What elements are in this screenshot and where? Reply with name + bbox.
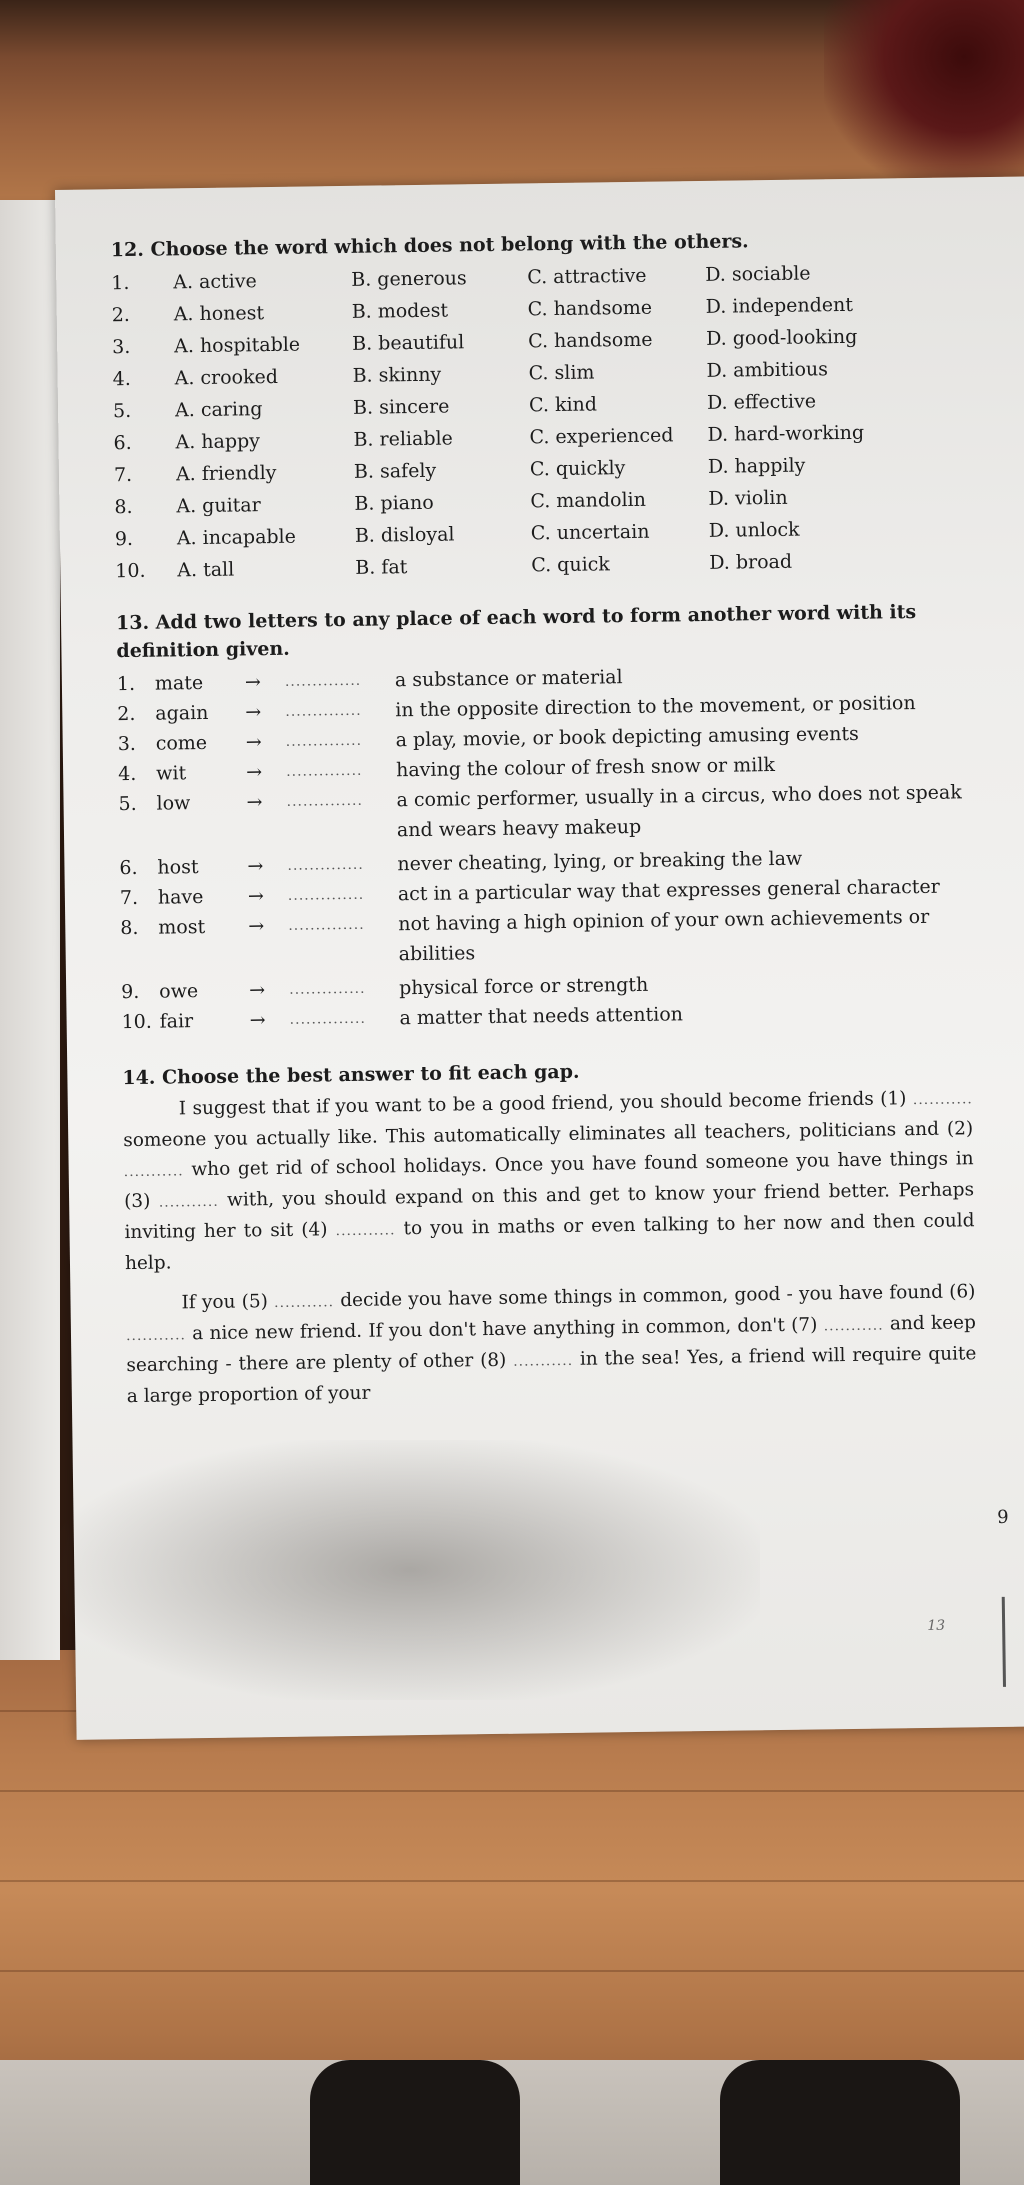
q14-title: 14. Choose the best answer to fit each gap. bbox=[122, 1060, 580, 1090]
definition: a comic performer, usually in a circus, who does not speak and wears heavy makeup bbox=[396, 781, 962, 842]
option-c[interactable]: C. experienced bbox=[529, 424, 674, 449]
option-b[interactable]: B. generous bbox=[351, 267, 467, 291]
option-b[interactable]: B. skinny bbox=[352, 363, 442, 387]
option-a[interactable]: A. hospitable bbox=[174, 333, 301, 358]
definition: act in a particular way that expresses general character bbox=[397, 875, 940, 906]
q14-text: I suggest that if you want to be a good friend, you should become friends bbox=[178, 1088, 874, 1120]
q14-paragraph-1 bbox=[123, 1083, 975, 1279]
adjacent-page-edge bbox=[0, 200, 60, 1660]
worksheet-page bbox=[55, 176, 1024, 1739]
gap-blank-8[interactable]: ........... bbox=[513, 1352, 574, 1370]
gap-blank-7[interactable]: ........... bbox=[823, 1317, 884, 1335]
q12-title: 12. Choose the word which does not belong with the others. bbox=[110, 230, 749, 262]
item-number: 7. bbox=[119, 886, 139, 910]
item-number: 2. bbox=[117, 702, 136, 726]
gap-label-1: (1) bbox=[880, 1088, 907, 1110]
base-word: have bbox=[157, 885, 204, 909]
gap-blank-2[interactable]: ........... bbox=[123, 1163, 184, 1181]
item-number: 5. bbox=[112, 399, 132, 423]
definition: having the colour of fresh snow or milk bbox=[395, 754, 776, 782]
option-a[interactable]: A. guitar bbox=[176, 494, 261, 518]
definition: a substance or material bbox=[394, 666, 623, 692]
option-c[interactable]: C. quickly bbox=[529, 457, 626, 481]
item-number: 10. bbox=[115, 559, 146, 583]
option-b[interactable]: B. reliable bbox=[353, 427, 454, 451]
answer-blank[interactable]: .............. bbox=[287, 856, 364, 874]
answer-blank[interactable]: .............. bbox=[288, 916, 365, 934]
base-word: owe bbox=[159, 980, 199, 1003]
base-word: wit bbox=[156, 762, 187, 785]
option-a[interactable]: A. active bbox=[173, 270, 257, 294]
q14-text: a nice new friend. If you don't have anything in common, don't bbox=[192, 1314, 786, 1345]
option-d[interactable]: D. unlock bbox=[708, 518, 800, 542]
option-d[interactable]: D. hard-working bbox=[707, 421, 865, 446]
q14-text: decide you have some things in common, good - you have found bbox=[340, 1281, 944, 1312]
answer-blank[interactable]: .............. bbox=[287, 886, 365, 904]
item-number: 7. bbox=[113, 463, 133, 487]
arrow-icon: → bbox=[245, 701, 262, 724]
base-word: low bbox=[156, 792, 191, 815]
option-d[interactable]: D. happily bbox=[707, 454, 806, 478]
item-number: 1. bbox=[111, 271, 130, 295]
gap-label-6: (6) bbox=[949, 1281, 976, 1303]
answer-blank[interactable]: .............. bbox=[289, 1010, 367, 1028]
gap-label-8: (8) bbox=[479, 1349, 507, 1372]
option-c[interactable]: C. attractive bbox=[527, 264, 647, 289]
option-c[interactable]: C. kind bbox=[528, 393, 598, 417]
option-b[interactable]: B. modest bbox=[351, 299, 449, 323]
option-b[interactable]: B. disloyal bbox=[354, 523, 455, 547]
answer-blank[interactable]: .............. bbox=[286, 762, 363, 780]
option-b[interactable]: B. safely bbox=[353, 459, 437, 483]
option-a[interactable]: A. incapable bbox=[176, 525, 297, 550]
option-a[interactable]: A. happy bbox=[175, 430, 261, 454]
definition: not having a high opinion of your own achievements or abilities bbox=[398, 905, 930, 966]
definition: never cheating, lying, or breaking the law bbox=[397, 847, 803, 876]
pencil-note: 13 bbox=[927, 1617, 946, 1634]
base-word: fair bbox=[159, 1010, 194, 1033]
arrow-icon: → bbox=[244, 671, 261, 694]
item-number: 8. bbox=[114, 495, 133, 519]
q14-text: with, you should expand on this and get to know your friend better. Perhaps inviting her to sit bbox=[124, 1179, 975, 1244]
option-b[interactable]: B. sincere bbox=[352, 395, 450, 419]
gap-label-3: (3) bbox=[123, 1190, 151, 1213]
q14-text: to you in maths or even talking to her now and then could help. bbox=[124, 1210, 975, 1275]
base-word: host bbox=[157, 856, 199, 879]
item-number: 1. bbox=[116, 672, 136, 696]
option-c[interactable]: C. quick bbox=[531, 553, 611, 577]
arrow-icon: → bbox=[245, 761, 263, 784]
q13-row bbox=[118, 777, 969, 849]
gap-blank-4[interactable]: ........... bbox=[335, 1222, 396, 1240]
option-a[interactable]: A. honest bbox=[173, 302, 265, 326]
option-c[interactable]: C. mandolin bbox=[530, 488, 647, 513]
option-d[interactable]: D. effective bbox=[706, 390, 817, 414]
item-number: 9. bbox=[114, 527, 134, 551]
gap-label-7: (7) bbox=[790, 1314, 818, 1336]
option-b[interactable]: B. fat bbox=[355, 556, 408, 579]
option-a[interactable]: A. crooked bbox=[174, 365, 279, 390]
base-word: mate bbox=[154, 671, 204, 695]
item-number: 5. bbox=[118, 792, 137, 816]
item-number: 10. bbox=[121, 1010, 152, 1034]
arrow-icon: → bbox=[248, 915, 265, 938]
arrow-icon: → bbox=[246, 791, 263, 814]
shoe-right bbox=[720, 2060, 960, 2185]
option-b[interactable]: B. beautiful bbox=[352, 331, 465, 355]
gap-label-2: (2) bbox=[946, 1118, 974, 1140]
option-a[interactable]: A. friendly bbox=[175, 461, 277, 486]
gap-blank-5[interactable]: ........... bbox=[273, 1294, 335, 1312]
arrow-icon: → bbox=[249, 979, 266, 1002]
definition: physical force or strength bbox=[399, 973, 649, 1000]
option-d[interactable]: D. broad bbox=[709, 550, 793, 574]
gap-label-5: (5) bbox=[241, 1291, 269, 1313]
item-number: 2. bbox=[111, 303, 131, 327]
option-c[interactable]: C. uncertain bbox=[530, 520, 650, 545]
definition: a matter that needs attention bbox=[399, 1003, 684, 1030]
item-number: 3. bbox=[112, 335, 131, 359]
item-number: 8. bbox=[120, 916, 139, 940]
q14-text: in the sea! Yes, a friend will require quite a large proportion of your bbox=[126, 1343, 977, 1408]
definition: a play, movie, or book depicting amusing events bbox=[395, 722, 859, 752]
definition: in the opposite direction to the movement, or position bbox=[395, 692, 916, 722]
option-a[interactable]: A. caring bbox=[174, 398, 263, 422]
option-c[interactable]: C. handsome bbox=[527, 296, 653, 321]
q14-text: and keep searching - there are plenty of other bbox=[126, 1312, 977, 1377]
item-number: 9. bbox=[121, 980, 140, 1004]
q14-text: If you bbox=[181, 1291, 236, 1314]
option-c[interactable]: C. handsome bbox=[528, 328, 653, 353]
gap-blank-1[interactable]: ........... bbox=[912, 1091, 973, 1109]
item-number: 6. bbox=[119, 856, 138, 880]
q12-options-table bbox=[111, 255, 965, 587]
option-a[interactable]: A. tall bbox=[177, 558, 235, 582]
shoe-left bbox=[310, 2060, 520, 2185]
gap-blank-6[interactable]: ........... bbox=[125, 1327, 187, 1345]
option-d[interactable]: D. ambitious bbox=[706, 358, 829, 382]
arrow-icon: → bbox=[245, 731, 262, 754]
option-d[interactable]: D. independent bbox=[705, 293, 854, 318]
arrow-icon: → bbox=[247, 885, 264, 908]
option-d[interactable]: D. good-looking bbox=[705, 325, 858, 350]
arrow-icon: → bbox=[247, 855, 264, 878]
item-number: 4. bbox=[118, 762, 137, 786]
base-word: again bbox=[155, 701, 209, 725]
option-d[interactable]: D. sociable bbox=[705, 262, 811, 286]
option-c[interactable]: C. slim bbox=[528, 361, 595, 385]
q14-paragraph-2 bbox=[125, 1277, 977, 1412]
answer-blank[interactable]: .............. bbox=[285, 702, 362, 720]
base-word: most bbox=[158, 915, 206, 939]
q14-text: who get rid of school holidays. Once you have found someone you have things in bbox=[191, 1148, 974, 1181]
answer-blank[interactable]: .............. bbox=[286, 792, 363, 810]
option-d[interactable]: D. violin bbox=[708, 486, 788, 510]
pencil-stroke bbox=[1002, 1597, 1006, 1687]
q14-text: someone you actually like. This automatically eliminates all teachers, politicians and bbox=[123, 1118, 940, 1152]
arrow-icon: → bbox=[249, 1009, 266, 1032]
gap-label-4: (4) bbox=[301, 1219, 328, 1241]
option-b[interactable]: B. piano bbox=[354, 491, 434, 515]
item-number: 3. bbox=[117, 732, 137, 756]
q13-word-list bbox=[117, 657, 972, 1037]
answer-blank[interactable]: .............. bbox=[285, 732, 363, 750]
answer-blank[interactable]: .............. bbox=[284, 672, 362, 690]
q13-row bbox=[120, 901, 971, 973]
answer-blank[interactable]: .............. bbox=[289, 980, 366, 998]
q13-title: 13. Add two letters to any place of each word to form another word with its definition given. bbox=[115, 601, 917, 663]
worksheet-content bbox=[111, 227, 977, 1412]
gap-blank-3[interactable]: ........... bbox=[158, 1193, 219, 1211]
item-number: 6. bbox=[113, 431, 132, 455]
item-number: 4. bbox=[112, 367, 131, 391]
base-word: come bbox=[155, 731, 208, 755]
page-number: 9 bbox=[997, 1506, 1009, 1528]
